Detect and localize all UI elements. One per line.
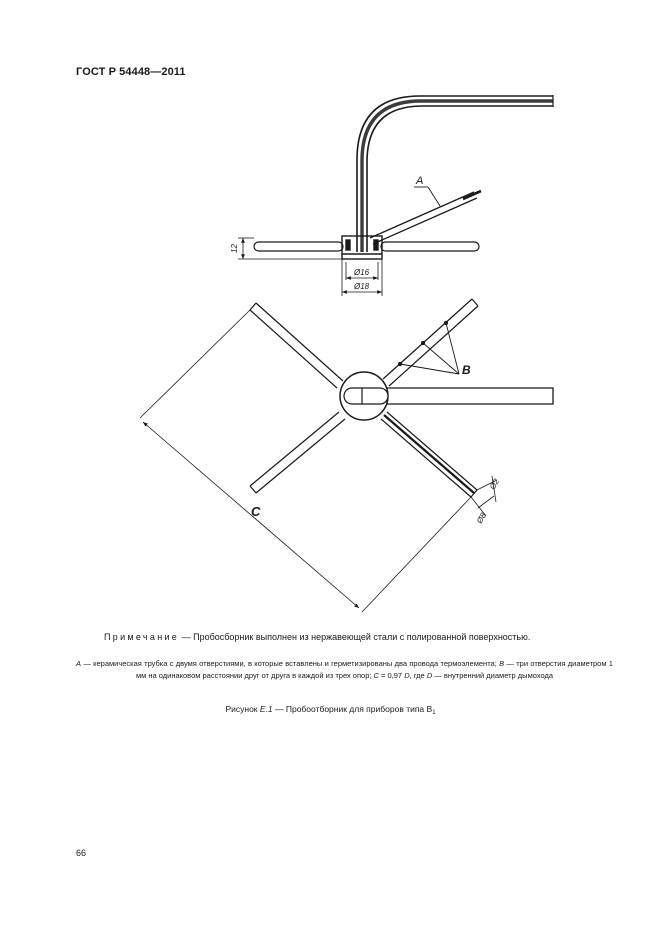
legend-d2-text: — внутренний диаметр дымохода: [432, 671, 554, 680]
legend-c-text: = 0,97: [378, 671, 405, 680]
legend-d-symbol: D: [404, 671, 410, 680]
caption-text: — Пробоотборник для приборов типа В: [272, 704, 433, 714]
label-a: A: [416, 175, 424, 187]
legend-d2-symbol: D: [426, 671, 433, 680]
label-c: C: [251, 504, 261, 519]
caption-subscript: 1: [432, 710, 436, 716]
figure-note: [104, 632, 624, 642]
plan-view: [140, 299, 553, 612]
legend-b-text: — три отверстия диаметром 1 мм на одинаковом расстоянии друг от друга в каждой из трех опор;: [135, 659, 613, 680]
document-header: ГОСТ Р 54448—2011: [76, 66, 186, 78]
legend-a-symbol: А: [76, 659, 82, 668]
legend-d-text: , где: [409, 671, 427, 680]
bent-pipe: [357, 95, 553, 252]
dim-tube-b-label: Ø8: [474, 511, 489, 525]
dim-tube-a-label: Ø2: [487, 477, 502, 491]
label-a-leader: [414, 187, 440, 206]
dim-height: [238, 238, 342, 259]
label-b: B: [462, 363, 471, 377]
caption-number: Е.1: [259, 704, 273, 714]
figure-caption: [0, 704, 661, 716]
page-number: 66: [76, 848, 87, 858]
note-text: Пробосборник выполнен из нержавеющей стали с полированной поверхностью.: [193, 632, 531, 642]
dim-height-label: 12: [230, 244, 239, 253]
side-section-view: [238, 95, 553, 296]
caption-prefix: Рисунок: [225, 704, 260, 714]
dim-inner-dia-label: Ø16: [354, 268, 370, 277]
legend-c-symbol: С: [373, 671, 379, 680]
note-dash: —: [179, 632, 194, 642]
outlet-pipe: [362, 388, 553, 404]
ceramic-tube-a: [370, 191, 481, 244]
dim-c: [140, 310, 471, 612]
note-prefix: Примечание: [104, 632, 180, 642]
legend-b-symbol: В: [499, 659, 505, 668]
figure-legend: [76, 658, 613, 682]
legend-a-text: — керамическая трубка с двумя отверстиями, в которые вставлены и герметизированы два провода термоэлемента;: [81, 659, 500, 668]
dim-outer-dia-label: Ø18: [354, 282, 370, 291]
